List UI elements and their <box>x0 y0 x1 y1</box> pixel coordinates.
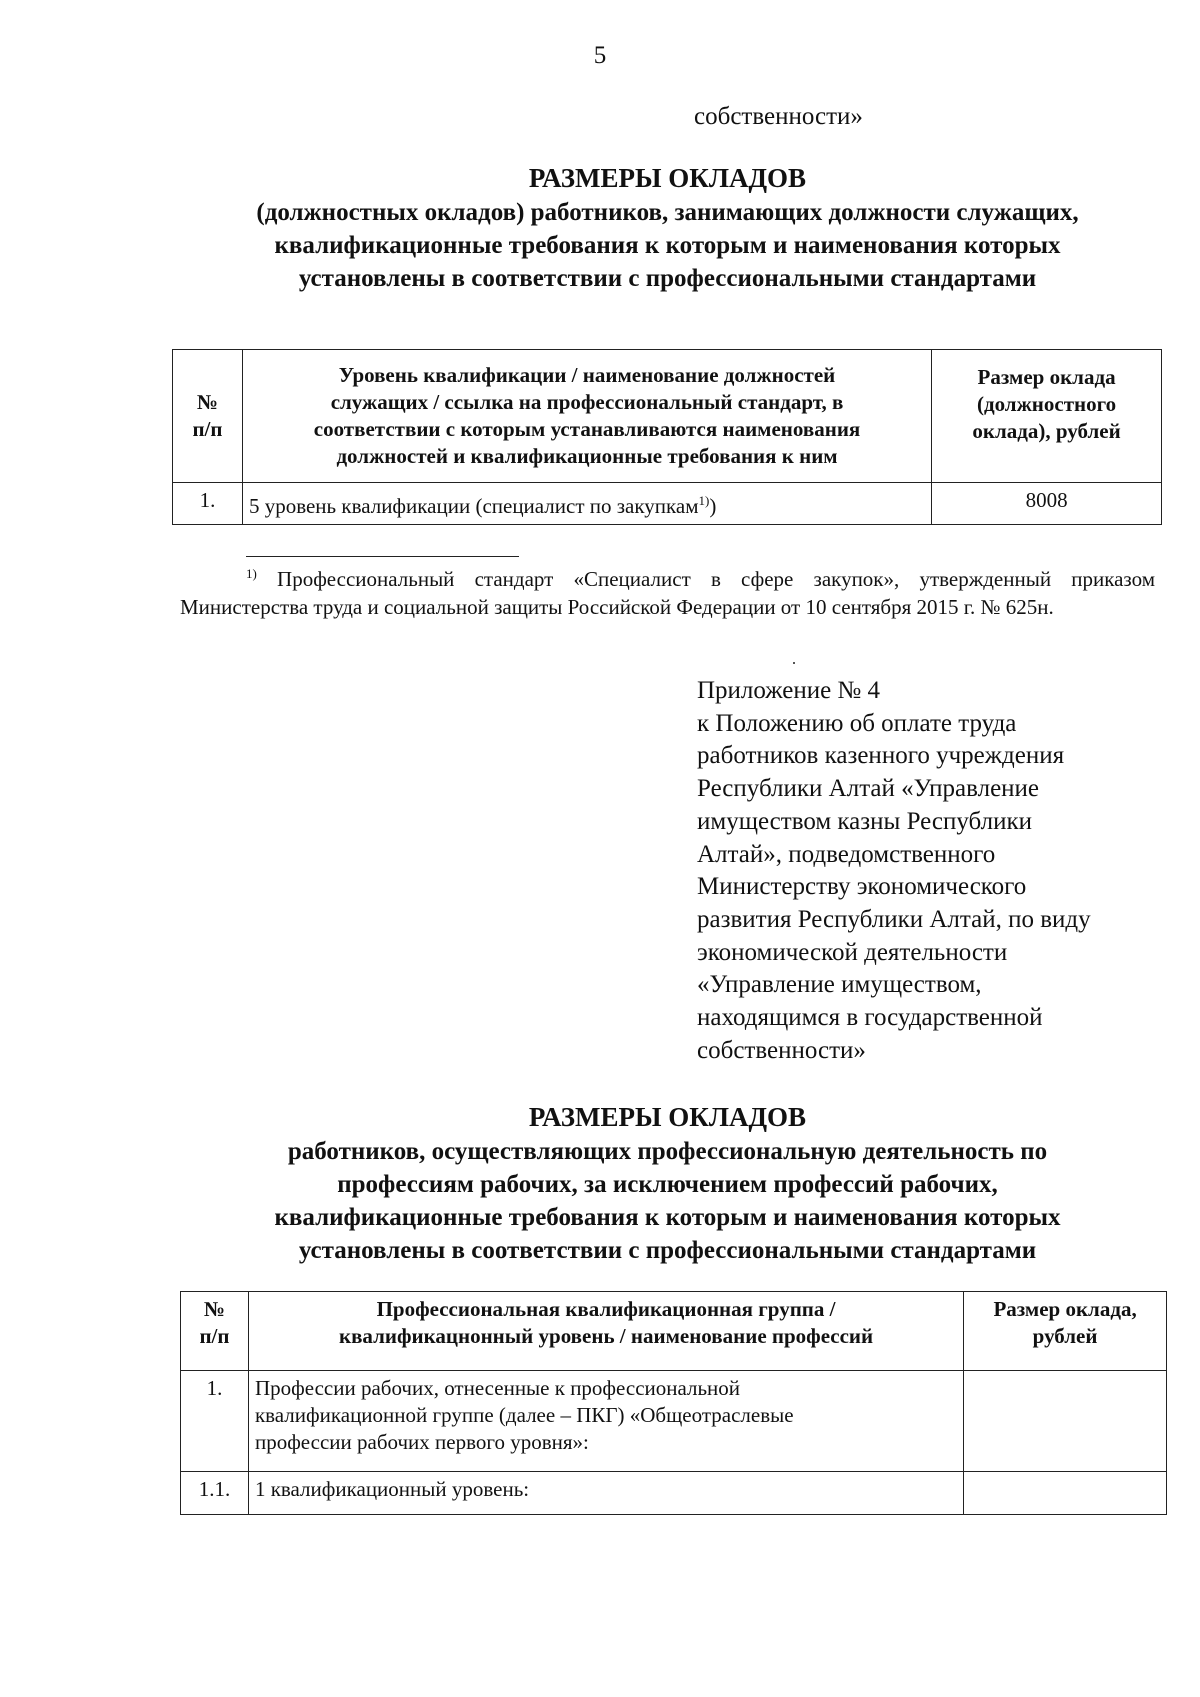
appendix4-line: «Управление имуществом, <box>697 971 982 999</box>
footnote <box>180 560 1155 621</box>
section2-subtitle-line: установлены в соответствии с профессиональными стандартами <box>298 1237 1037 1264</box>
header-name-line: служащих / ссылка на профессиональный стандарт, в <box>330 390 844 414</box>
row-name <box>248 1371 963 1472</box>
header-salary-line: Размер оклада <box>977 365 1116 389</box>
section1-subtitle-line: (должностных окладов) работников, занимающих должности служащих, <box>256 199 1079 226</box>
page-number: 5 <box>593 42 607 69</box>
row-name-line: квалификационной группе (далее – ПКГ) «Общеотраслевые <box>254 1403 794 1427</box>
header-name <box>248 1292 963 1371</box>
footnote-mark: 1) <box>698 493 710 508</box>
header-num-line: п/п <box>192 417 223 441</box>
header-num-line: п/п <box>199 1324 230 1348</box>
section1-heading <box>150 160 1185 295</box>
footnote-text: Профессиональный стандарт «Специалист в сфере закупок», утвержденный приказом Министерства труда и социальной защиты Российской Федерации от 10 сентября 2015 г. № 625н. <box>180 567 1155 619</box>
header-num <box>181 1292 249 1371</box>
appendix4-line: Алтай», подведомственного <box>697 840 996 868</box>
footnote-mark: 1) <box>246 566 257 581</box>
appendix4-line: Республики Алтай «Управление <box>697 775 1040 803</box>
row-salary <box>964 1371 1167 1472</box>
row-name-line: Профессии рабочих, отнесенные к профессиональной <box>254 1376 741 1400</box>
appendix4-line: Министерству экономического <box>697 873 1027 901</box>
section2-title: РАЗМЕРЫ ОКЛАДОВ <box>528 1102 807 1132</box>
row-salary <box>964 1472 1167 1515</box>
section2-heading <box>150 1099 1185 1267</box>
appendix4-line: экономической деятельности <box>697 938 1008 966</box>
salary-table-2 <box>180 1291 1167 1515</box>
section1-subtitle-line: квалификационные требования к которым и наименования которых <box>274 232 1061 259</box>
header-name-line: Уровень квалификации / наименование должностей <box>338 363 836 387</box>
header-name <box>242 350 931 483</box>
header-salary-line: оклада), рублей <box>972 419 1121 443</box>
header-salary-line: Размер оклада, <box>993 1297 1137 1321</box>
previous-appendix-tail: собственности» <box>694 103 863 130</box>
table-header-row <box>181 1292 1167 1371</box>
row-salary: 8008 <box>932 483 1162 525</box>
appendix4-line: развития Республики Алтай, по виду <box>697 905 1091 933</box>
row-num: 1.1. <box>181 1472 249 1515</box>
row-name-text: 5 уровень квалификации (специалист по закупкам <box>248 494 699 518</box>
row-name <box>242 483 931 525</box>
header-num <box>173 350 243 483</box>
appendix4-line: собственности» <box>697 1036 866 1064</box>
header-salary <box>932 350 1162 483</box>
appendix4-header <box>697 675 1167 1067</box>
section1-title: РАЗМЕРЫ ОКЛАДОВ <box>528 163 807 193</box>
section1-subtitle-line: установлены в соответствии с профессиональными стандартами <box>298 265 1037 292</box>
table-row <box>181 1371 1167 1472</box>
appendix4-line: работников казенного учреждения <box>697 742 1065 770</box>
header-salary-line: (должностного <box>976 392 1117 416</box>
header-salary <box>964 1292 1167 1371</box>
row-name-line: профессии рабочих первого уровня»: <box>254 1430 589 1454</box>
section2-subtitle-line: квалификационные требования к которым и наименования которых <box>274 1204 1061 1231</box>
section2-subtitle-line: профессиям рабочих, за исключением профессий рабочих, <box>337 1171 998 1198</box>
scan-speck <box>793 662 795 664</box>
header-salary-line: рублей <box>1032 1324 1098 1348</box>
table-header-row <box>173 350 1162 483</box>
appendix4-line: имуществом казны Республики <box>697 807 1032 835</box>
salary-table-1 <box>172 349 1162 525</box>
header-num-line: № <box>196 390 219 414</box>
appendix4-line: находящимся в государственной <box>697 1004 1043 1032</box>
footnote-divider <box>246 556 519 557</box>
row-name <box>248 1472 963 1515</box>
table-row <box>181 1472 1167 1515</box>
row-name-tail: ) <box>709 494 717 518</box>
header-num-line: № <box>203 1297 226 1321</box>
header-name-line: должностей и квалификационные требования к ним <box>336 444 838 468</box>
row-num: 1. <box>181 1371 249 1472</box>
row-name-line: 1 квалификационный уровень: <box>254 1477 530 1501</box>
section2-subtitle-line: работников, осуществляющих профессиональную деятельность по <box>287 1138 1048 1165</box>
row-num: 1. <box>173 483 243 525</box>
header-name-line: Профессиональная квалификационная группа / <box>376 1297 836 1321</box>
header-name-line: соответствии с которым устанавливаются наименования <box>313 417 861 441</box>
table-row <box>173 483 1162 525</box>
appendix4-line: Приложение № 4 <box>697 677 881 704</box>
header-name-line: квалификацнонный уровень / наименование профессий <box>338 1324 874 1348</box>
appendix4-line: к Положению об оплате труда <box>697 709 1017 737</box>
